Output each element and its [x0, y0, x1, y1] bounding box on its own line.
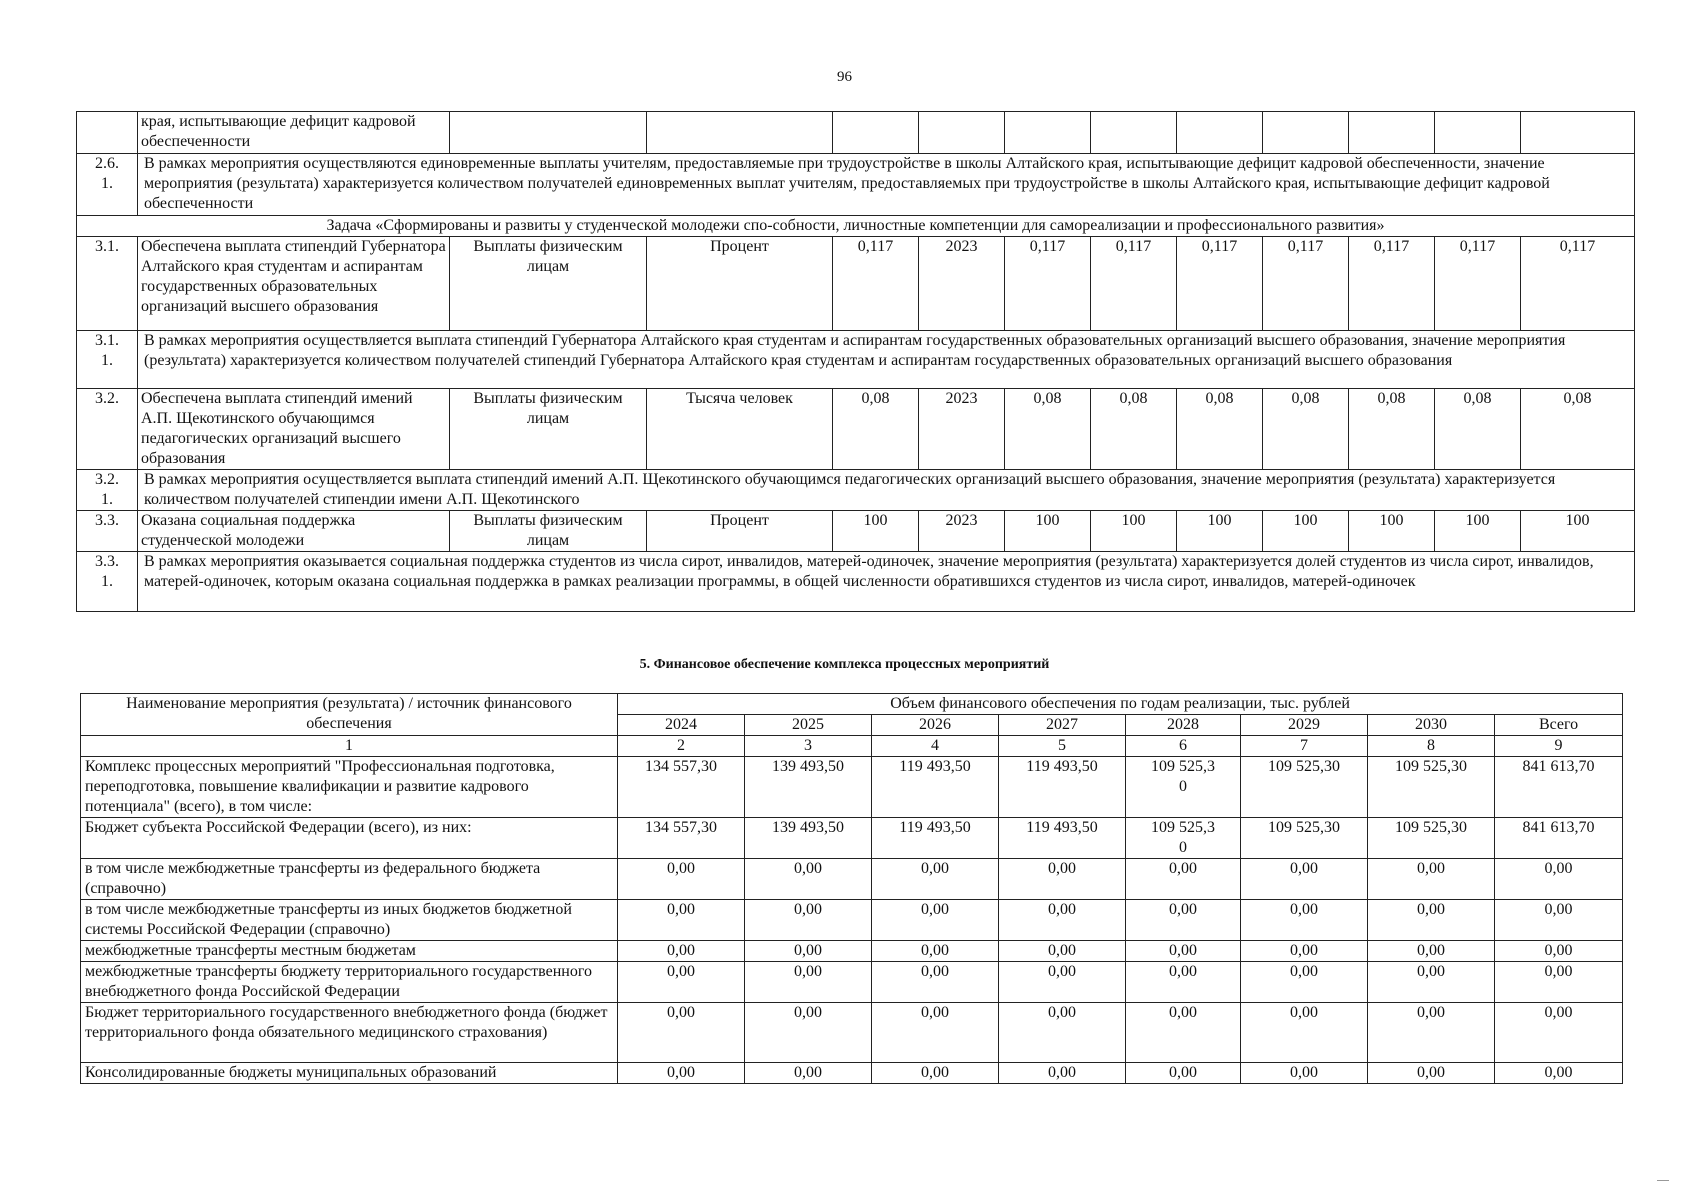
amount-cell: 0,00: [745, 1063, 872, 1084]
num-cell: 2.6. 1.: [77, 154, 138, 216]
year-header-cell: Всего: [1495, 715, 1623, 736]
num-cell: 3.2. 1.: [77, 470, 138, 511]
table-row: [81, 859, 1623, 900]
amount-cell: 0,00: [618, 1063, 745, 1084]
amount-cell: 119 493,50: [872, 757, 999, 818]
amount-cell: 0,00: [1126, 859, 1241, 900]
amount-cell: 0,00: [999, 900, 1126, 941]
column-number-cell: 5: [999, 736, 1126, 757]
amount-cell: 0,00: [1126, 1003, 1241, 1063]
amount-cell: 841 613,70: [1495, 818, 1623, 859]
amount-cell: 0,00: [1495, 941, 1623, 962]
financing-table: [80, 693, 1623, 1084]
table-row: [77, 112, 1635, 154]
table-row: [77, 331, 1635, 389]
table-row: [77, 389, 1635, 470]
amount-cell: 0,00: [1241, 859, 1368, 900]
column-number-cell: 7: [1241, 736, 1368, 757]
num-cell: 3.1.: [77, 237, 138, 331]
amount-cell: 0,00: [1368, 1063, 1495, 1084]
event-name-cell: Обеспечена выплата стипендий Губернатора Алтайского края студентам и аспирантам государственных образовательных организаций высшего образования: [138, 237, 450, 331]
amount-cell: 0,00: [872, 962, 999, 1003]
year-value-cell: 0,08: [1091, 389, 1177, 470]
description-cell: В рамках мероприятия осуществляется выплата стипендий Губернатора Алтайского края студентам и аспирантам государственных образовательных организаций высшего образования, значение мероприятия (результата) характеризуется количеством получателей стипендий Губернатора Алтайского края студентам и аспирантам государственных образовательных организаций высшего образования: [138, 331, 1635, 389]
amount-cell: 0,00: [1126, 900, 1241, 941]
amount-cell: 139 493,50: [745, 818, 872, 859]
num-cell: 3.1. 1.: [77, 331, 138, 389]
year-value-cell: 100: [1263, 511, 1349, 552]
year-value-cell: 0,117: [1091, 237, 1177, 331]
event-name-cell: Оказана социальная поддержка студенческой молодежи: [138, 511, 450, 552]
year-value-cell: 0,117: [1005, 237, 1091, 331]
amount-cell: 0,00: [1495, 962, 1623, 1003]
amount-cell: 0,00: [745, 859, 872, 900]
num-cell: [77, 112, 138, 154]
amount-cell: 0,00: [872, 1063, 999, 1084]
year-value-cell: 100: [1435, 511, 1521, 552]
table-row: [77, 511, 1635, 552]
amount-cell: 0,00: [1495, 900, 1623, 941]
year-header-cell: 2026: [872, 715, 999, 736]
amount-cell: 109 525,3 0: [1126, 818, 1241, 859]
header-row: [81, 694, 1623, 715]
amount-cell: 0,00: [999, 962, 1126, 1003]
description-cell: В рамках мероприятия осуществляется выплата стипендий имений А.П. Щекотинского обучающимся педагогических организаций высшего образования, значение мероприятия (результата) характеризуется количеством получателей стипендии имени А.П. Щекотинского: [138, 470, 1635, 511]
year-header-cell: 2024: [618, 715, 745, 736]
year-value-cell: 0,08: [1435, 389, 1521, 470]
source-name-cell: в том числе межбюджетные трансферты из федерального бюджета (справочно): [81, 859, 618, 900]
year-value-cell: 100: [1005, 511, 1091, 552]
amount-cell: 0,00: [1368, 900, 1495, 941]
amount-cell: 0,00: [872, 1003, 999, 1063]
amount-cell: 0,00: [1126, 941, 1241, 962]
num-cell: 3.3.: [77, 511, 138, 552]
amount-cell: 0,00: [1241, 900, 1368, 941]
amount-cell: 0,00: [745, 941, 872, 962]
year-header-cell: 2030: [1368, 715, 1495, 736]
column-number-cell: 4: [872, 736, 999, 757]
year-value-cell: 0,08: [1005, 389, 1091, 470]
table-row: [81, 818, 1623, 859]
scan-mark: [1657, 1180, 1669, 1181]
year-header-cell: 2029: [1241, 715, 1368, 736]
base-value-cell: 0,08: [833, 389, 919, 470]
amount-cell: 134 557,30: [618, 757, 745, 818]
amount-cell: 119 493,50: [999, 757, 1126, 818]
amount-cell: 0,00: [872, 900, 999, 941]
amount-cell: 0,00: [1126, 962, 1241, 1003]
header-name-cell: Наименование мероприятия (результата) / источник финансового обеспечения: [81, 694, 618, 736]
event-type-cell: Выплаты физическим лицам: [450, 511, 647, 552]
amount-cell: 0,00: [1368, 941, 1495, 962]
year-value-cell: 100: [1091, 511, 1177, 552]
table-row: [81, 1063, 1623, 1084]
unit-cell: Тысяча человек: [647, 389, 833, 470]
amount-cell: 0,00: [1495, 859, 1623, 900]
year-header-cell: 2028: [1126, 715, 1241, 736]
amount-cell: 119 493,50: [999, 818, 1126, 859]
amount-cell: 0,00: [1368, 962, 1495, 1003]
amount-cell: 0,00: [618, 962, 745, 1003]
unit-cell: Процент: [647, 237, 833, 331]
year-value-cell: 0,08: [1521, 389, 1635, 470]
amount-cell: 0,00: [1241, 941, 1368, 962]
amount-cell: 0,00: [999, 1063, 1126, 1084]
year-value-cell: 0,08: [1263, 389, 1349, 470]
amount-cell: 109 525,3 0: [1126, 757, 1241, 818]
description-cell: В рамках мероприятия осуществляются единовременные выплаты учителям, предоставляемые при трудоустройстве в школы Алтайского края, испытывающие дефицит кадровой обеспеченности, значение мероприятия (результата) характеризуется количеством получателей единовременных выплат учителям, предоставляемых при трудоустройстве в школы Алтайского края, испытывающие дефицит кадровой обеспеченности: [138, 154, 1635, 216]
table-row: [81, 757, 1623, 818]
base-year-cell: 2023: [919, 389, 1005, 470]
amount-cell: 841 613,70: [1495, 757, 1623, 818]
table-row: [81, 1003, 1623, 1063]
column-number-cell: 9: [1495, 736, 1623, 757]
amount-cell: 0,00: [618, 941, 745, 962]
year-value-cell: 0,117: [1435, 237, 1521, 331]
year-value-cell: 0,117: [1263, 237, 1349, 331]
amount-cell: 0,00: [872, 941, 999, 962]
table-row: [77, 216, 1635, 237]
amount-cell: 0,00: [1241, 962, 1368, 1003]
table-row: [77, 470, 1635, 511]
task-cell: Задача «Сформированы и развиты у студенческой молодежи спо-собности, личностные компетенции для самореализации и профессионального развития»: [77, 216, 1635, 237]
year-value-cell: 0,117: [1521, 237, 1635, 331]
amount-cell: 0,00: [999, 1003, 1126, 1063]
base-year-cell: 2023: [919, 237, 1005, 331]
source-name-cell: Бюджет субъекта Российской Федерации (всего), из них:: [81, 818, 618, 859]
year-value-cell: 0,08: [1177, 389, 1263, 470]
num-cell: 3.3. 1.: [77, 552, 138, 612]
year-value-cell: 0,08: [1349, 389, 1435, 470]
table-row: [77, 552, 1635, 612]
num-cell: 3.2.: [77, 389, 138, 470]
event-name-cell: Обеспечена выплата стипендий имений А.П. Щекотинского обучающимся педагогических организаций высшего образования: [138, 389, 450, 470]
amount-cell: 0,00: [618, 1003, 745, 1063]
description-cell: В рамках мероприятия оказывается социальная поддержка студентов из числа сирот, инвалидов, матерей-одиночек, значение мероприятия (результата) характеризуется долей студентов из числа сирот, инвалидов, матерей-одиночек, которым оказана социальная поддержка в рамках реализации программы, в общей численности обратившихся студентов из числа сирот, инвалидов, матерей-одиночек: [138, 552, 1635, 612]
amount-cell: 109 525,30: [1241, 818, 1368, 859]
event-type-cell: Выплаты физическим лицам: [450, 237, 647, 331]
amount-cell: 109 525,30: [1241, 757, 1368, 818]
year-value-cell: 0,117: [1177, 237, 1263, 331]
amount-cell: 0,00: [1368, 1003, 1495, 1063]
unit-cell: Процент: [647, 511, 833, 552]
amount-cell: 0,00: [999, 859, 1126, 900]
amount-cell: 0,00: [1368, 859, 1495, 900]
amount-cell: 0,00: [999, 941, 1126, 962]
event-name-cell: края, испытывающие дефицит кадровой обеспеченности: [138, 112, 450, 154]
base-year-cell: 2023: [919, 511, 1005, 552]
source-name-cell: Консолидированные бюджеты муниципальных образований: [81, 1063, 618, 1084]
table-row: [77, 237, 1635, 331]
source-name-cell: Комплекс процессных мероприятий "Профессиональная подготовка, переподготовка, повышение квалификации и развитие кадрового потенциала" (всего), в том числе:: [81, 757, 618, 818]
header-group-cell: Объем финансового обеспечения по годам реализации, тыс. рублей: [618, 694, 1623, 715]
amount-cell: 139 493,50: [745, 757, 872, 818]
amount-cell: 109 525,30: [1368, 818, 1495, 859]
amount-cell: 0,00: [1241, 1063, 1368, 1084]
amount-cell: 0,00: [1495, 1003, 1623, 1063]
source-name-cell: в том числе межбюджетные трансферты из иных бюджетов бюджетной системы Российской Федерации (справочно): [81, 900, 618, 941]
year-value-cell: 100: [1349, 511, 1435, 552]
year-value-cell: 0,117: [1349, 237, 1435, 331]
amount-cell: 134 557,30: [618, 818, 745, 859]
amount-cell: 0,00: [1241, 1003, 1368, 1063]
column-number-cell: 1: [81, 736, 618, 757]
amount-cell: 0,00: [618, 900, 745, 941]
event-type-cell: Выплаты физическим лицам: [450, 389, 647, 470]
table-row: [81, 941, 1623, 962]
amount-cell: 0,00: [618, 859, 745, 900]
column-number-cell: 6: [1126, 736, 1241, 757]
amount-cell: 0,00: [872, 859, 999, 900]
year-header-cell: 2027: [999, 715, 1126, 736]
page-number: 96: [837, 69, 852, 85]
amount-cell: 119 493,50: [872, 818, 999, 859]
source-name-cell: межбюджетные трансферты бюджету территориального государственного внебюджетного фонда Российской Федерации: [81, 962, 618, 1003]
amount-cell: 109 525,30: [1368, 757, 1495, 818]
amount-cell: 0,00: [745, 962, 872, 1003]
source-name-cell: Бюджет территориального государственного внебюджетного фонда (бюджет территориального фонда обязательного медицинского страхования): [81, 1003, 618, 1063]
amount-cell: 0,00: [745, 1003, 872, 1063]
section-title: 5. Финансовое обеспечение комплекса процессных мероприятий: [639, 657, 1050, 672]
base-value-cell: 100: [833, 511, 919, 552]
table-row: [81, 900, 1623, 941]
results-table: [76, 111, 1635, 612]
amount-cell: 0,00: [1126, 1063, 1241, 1084]
column-number-cell: 2: [618, 736, 745, 757]
table-row: [77, 154, 1635, 216]
column-number-cell: 8: [1368, 736, 1495, 757]
amount-cell: 0,00: [1495, 1063, 1623, 1084]
column-numbers-row: [81, 736, 1623, 757]
base-value-cell: 0,117: [833, 237, 919, 331]
year-header-cell: 2025: [745, 715, 872, 736]
year-value-cell: 100: [1521, 511, 1635, 552]
year-value-cell: 100: [1177, 511, 1263, 552]
source-name-cell: межбюджетные трансферты местным бюджетам: [81, 941, 618, 962]
table-row: [81, 962, 1623, 1003]
amount-cell: 0,00: [745, 900, 872, 941]
column-number-cell: 3: [745, 736, 872, 757]
